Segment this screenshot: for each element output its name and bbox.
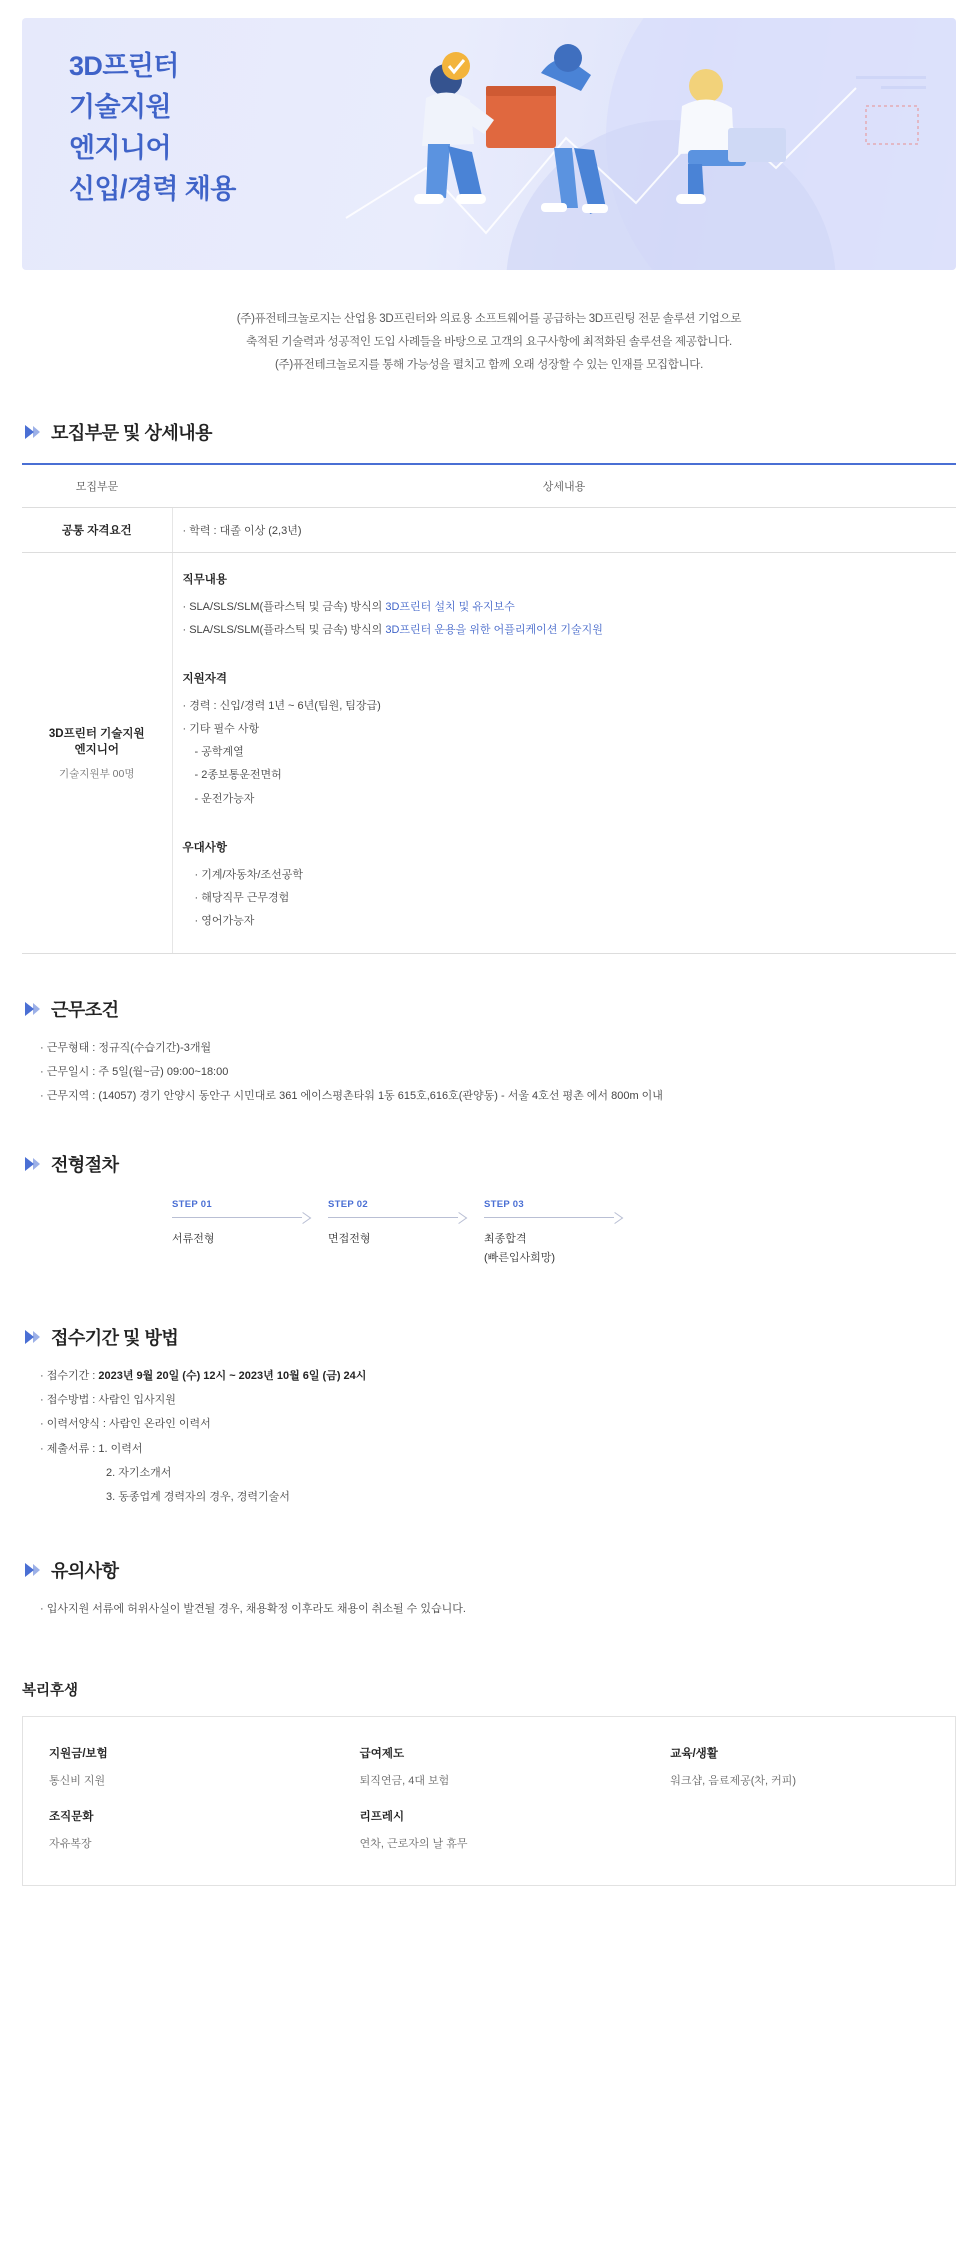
benefit-value: 통신비 지원: [49, 1775, 106, 1788]
detail-item-highlight: 3D프린터 설치 및 유지보수: [385, 601, 515, 613]
common-requirement-value: · 학력 : 대졸 이상 (2,3년): [172, 508, 956, 553]
step-label: 면접전형: [328, 1232, 371, 1245]
chevron-right-icon: [22, 1154, 42, 1174]
apply-value: 1. 이력서: [98, 1442, 143, 1455]
hero-illustration: [336, 18, 956, 270]
list-item: [40, 1437, 978, 1461]
step-number: STEP 01: [172, 1198, 212, 1210]
list-item: · 근무지역 : (14057) 경기 안양시 동안구 시민대로 361 에이스평촌타워 1동 615호,616호(관양동) - 서울 4호선 평촌 에서 800m 이내: [40, 1090, 663, 1103]
spacer: [183, 817, 947, 835]
step-divider: [172, 1217, 302, 1218]
list-item: [40, 1388, 978, 1412]
table-header-detail: 상세내용: [172, 464, 956, 508]
conditions-list: [40, 1036, 978, 1109]
apply-label: · 제출서류 :: [40, 1442, 99, 1455]
hero-title-line-2: 기술지원: [69, 92, 171, 123]
chevron-right-icon: [22, 1327, 42, 1347]
hero-title-line-4: 신입/경력 채용: [69, 174, 236, 205]
detail-item: · 경력 : 신입/경력 1년 ~ 6년(팀원, 팀장급): [182, 700, 381, 713]
intro-line-1: (주)퓨전테크놀로지는 산업용 3D프린터와 의료용 소프트웨어를 공급하는 3D프린팅 전문 솔루션 기업으로: [236, 313, 742, 325]
step-label-sub: (빠른입사희망): [484, 1251, 556, 1264]
table-header-row: [22, 464, 956, 508]
job-position-cell: [22, 553, 172, 954]
benefit-item: [334, 1800, 645, 1863]
detail-group-preferred: [183, 839, 947, 933]
intro-line-3: (주)퓨전테크놀로지를 통해 가능성을 펼치고 함께 오래 성장할 수 있는 인재를 모집합니다.: [274, 359, 704, 371]
chevron-right-icon: [22, 1560, 42, 1580]
detail-item: [183, 596, 947, 619]
detail-item: - 운전가능자: [194, 792, 255, 805]
step-label: [484, 1230, 640, 1269]
hero-title-line-3: 엔지니어: [69, 133, 171, 164]
chevron-right-icon: [22, 422, 42, 442]
common-requirement-label: 공통 자격요건: [22, 508, 172, 553]
step-divider: [328, 1217, 458, 1218]
benefit-value: 연차, 근로자의 날 휴무: [359, 1838, 468, 1851]
spacer: [183, 648, 947, 666]
apply-value: 사람인 온라인 이력서: [109, 1418, 211, 1431]
benefit-value: 워크샵, 음료제공(차, 커피): [670, 1775, 797, 1788]
list-item: · 입사지원 서류에 허위사실이 발견될 경우, 채용확정 이후라도 채용이 취소될 수 있습니다.: [40, 1603, 466, 1616]
benefits-grid: [22, 1716, 956, 1886]
chevron-right-icon: [22, 999, 42, 1019]
section-header-notice: [22, 1557, 978, 1583]
section-title-apply: 접수기간 및 방법: [51, 1328, 179, 1348]
detail-group-duties: [183, 571, 947, 642]
step-number: STEP 03: [484, 1198, 524, 1210]
step-label: 서류전형: [172, 1232, 215, 1245]
job-department: 기술지원부 00명: [59, 767, 135, 780]
job-posting-page: [0, 18, 978, 2255]
detail-item: · 기타 필수 사항: [182, 723, 260, 736]
benefit-title: 급여제도: [359, 1748, 405, 1761]
hero-title: [69, 46, 236, 210]
benefit-title: 교육/생활: [670, 1748, 718, 1761]
step-number: STEP 02: [328, 1198, 368, 1210]
table-row: [22, 508, 956, 553]
section-title-process: 전형절차: [51, 1154, 119, 1175]
recruit-table: [22, 463, 956, 954]
benefit-title: 조직문화: [49, 1811, 94, 1824]
detail-item: - 2종보통운전면허: [194, 769, 282, 782]
job-title-line-1: 3D프린터 기술지원: [48, 727, 145, 740]
section-title-conditions: 근무조건: [51, 999, 119, 1020]
group-title: 직무내용: [182, 574, 227, 586]
list-item: 2. 자기소개서: [106, 1466, 172, 1479]
benefit-item: [23, 1800, 334, 1863]
apply-list: [40, 1364, 978, 1509]
table-row: [22, 553, 956, 954]
detail-item-text: · SLA/SLS/SLM(플라스틱 및 금속) 방식의: [182, 624, 386, 637]
apply-value: 2023년 9월 20일 (수) 12시 ~ 2023년 10월 6일 (금) 24시: [98, 1370, 367, 1382]
notice-list: [40, 1597, 978, 1621]
recruit-table-wrap: [22, 463, 956, 954]
process-step: [484, 1199, 640, 1269]
benefit-item: [23, 1737, 334, 1800]
list-item: [40, 1412, 978, 1436]
step-divider: [484, 1217, 614, 1218]
apply-value: 사람인 입사지원: [98, 1394, 176, 1407]
company-intro: [139, 308, 839, 377]
section-header-process: [22, 1151, 978, 1177]
process-step: [328, 1199, 484, 1269]
benefit-title: 리프레시: [359, 1811, 405, 1824]
detail-group-qualification: [183, 670, 947, 810]
group-title: 우대사항: [182, 841, 227, 854]
benefit-item: [644, 1737, 955, 1800]
process-step: [172, 1199, 328, 1269]
section-header-apply: [22, 1324, 978, 1350]
benefit-value: 퇴직연금, 4대 보험: [359, 1775, 450, 1788]
list-item: 3. 동종업계 경력자의 경우, 경력기술서: [106, 1490, 290, 1503]
benefit-item: [644, 1800, 955, 1863]
job-detail-cell: [172, 553, 956, 954]
apply-label: · 접수방법 :: [40, 1394, 99, 1407]
detail-item-text: · SLA/SLS/SLM(플라스틱 및 금속) 방식의: [182, 601, 386, 613]
job-title-line-2: 엔지니어: [74, 743, 119, 756]
section-header-conditions: [22, 996, 978, 1022]
section-title-recruit: 모집부문 및 상세내용: [51, 423, 212, 443]
process-steps: [172, 1199, 978, 1269]
intro-line-2: 축적된 기술력과 성공적인 도입 사례들을 바탕으로 고객의 요구사항에 최적화된 솔루션을 제공합니다.: [246, 336, 732, 348]
list-item: · 근무일시 : 주 5일(월~금) 09:00~18:00: [40, 1066, 229, 1079]
hero-banner: [22, 18, 956, 270]
list-item: [40, 1364, 978, 1388]
benefit-value: 자유복장: [49, 1838, 92, 1851]
group-title: 지원자격: [182, 673, 227, 686]
benefits-title: 복리후생: [22, 1683, 79, 1700]
apply-label: · 접수기간 :: [40, 1370, 99, 1382]
benefit-item: [334, 1737, 645, 1800]
section-title-notice: 유의사항: [51, 1561, 119, 1582]
detail-item: - 공학계열: [194, 746, 244, 759]
detail-item-highlight: 3D프린터 운용을 위한 어플리케이션 기술지원: [385, 624, 603, 637]
benefit-title: 지원금/보험: [49, 1748, 108, 1761]
detail-item: [183, 619, 947, 642]
step-label-main: 최종합격: [484, 1232, 527, 1245]
list-item: · 근무형태 : 정규직(수습기간)-3개월: [40, 1041, 212, 1054]
table-header-position: 모집부문: [22, 464, 172, 508]
apply-label: · 이력서양식 :: [40, 1418, 110, 1431]
detail-item: · 기계/자동차/조선공학: [194, 868, 303, 881]
hero-title-line-1: 3D프린터: [69, 51, 179, 81]
detail-item: · 영어가능자: [194, 914, 255, 927]
detail-item: · 해당직무 근무경험: [194, 891, 290, 904]
section-header-recruit: [22, 419, 978, 445]
